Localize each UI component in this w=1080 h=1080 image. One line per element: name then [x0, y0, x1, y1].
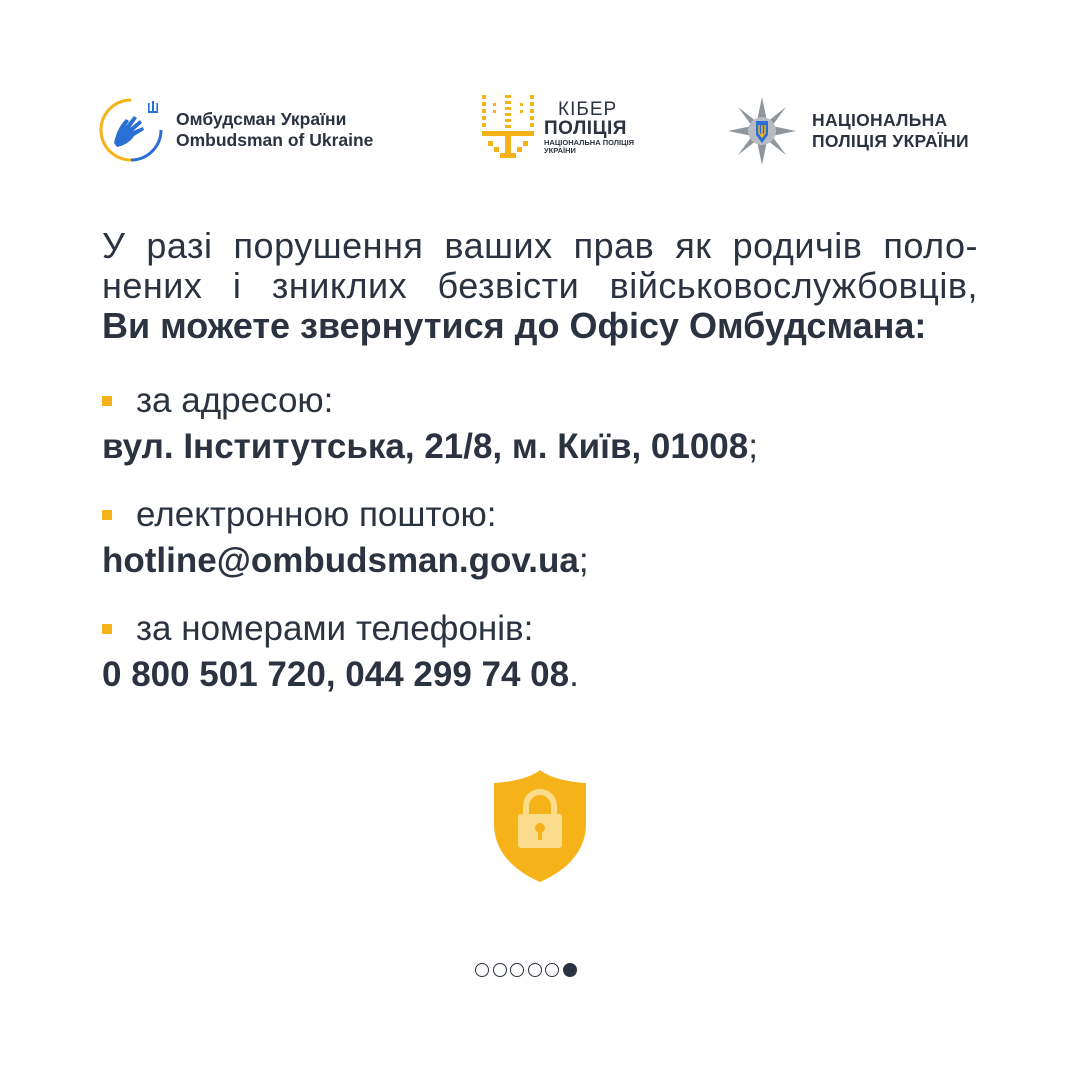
email-label: електронною поштою:	[136, 495, 497, 534]
contact-email	[102, 496, 589, 581]
police-star-icon	[726, 95, 798, 167]
ombudsman-name-ua: Омбудсман України	[176, 109, 347, 130]
carousel-pagination	[475, 963, 577, 977]
contact-phone	[102, 610, 579, 695]
national-police-logo	[726, 95, 969, 167]
phone-label: за номерами телефонів:	[136, 609, 534, 648]
national-police-line2: ПОЛІЦІЯ УКРАЇНИ	[812, 131, 969, 151]
ombudsman-logo	[98, 97, 373, 163]
cyber-police-logo	[478, 93, 634, 163]
cyber-word: КІБЕР	[558, 99, 618, 121]
phone-punct: .	[569, 655, 579, 694]
intro-line-2: нених і зниклих безвісти військовослужбовців,	[102, 265, 978, 306]
phone-value[interactable]: 0 800 501 720, 044 299 74 08	[102, 655, 570, 694]
bullet-marker	[102, 396, 112, 406]
pagination-dot[interactable]	[528, 963, 542, 977]
trident-icon	[478, 93, 538, 163]
intro-line-3: Ви можете звернутися до Офісу Омбудсмана:	[102, 305, 927, 346]
police-word: ПОЛІЦІЯ	[544, 118, 627, 140]
bullet-marker	[102, 624, 112, 634]
ombudsman-name-en: Ombudsman of Ukraine	[176, 130, 374, 150]
pagination-dot[interactable]	[475, 963, 489, 977]
email-punct: ;	[578, 541, 589, 580]
shield-lock-icon	[490, 768, 590, 884]
pagination-dot[interactable]	[545, 963, 559, 977]
cyber-subtitle-1: НАЦІОНАЛЬНА ПОЛІЦІЯ	[544, 138, 635, 148]
hand-trident-icon	[98, 97, 164, 163]
intro-paragraph	[102, 226, 978, 346]
pagination-dot[interactable]	[563, 963, 577, 977]
email-value[interactable]: hotline@ombudsman.gov.ua	[102, 541, 579, 580]
intro-line-1: У разі порушення ваших прав як родичів поло-	[102, 225, 978, 266]
contact-address	[102, 382, 758, 467]
address-value: вул. Інститутська, 21/8, м. Київ, 01008	[102, 427, 749, 466]
bullet-marker	[102, 510, 112, 520]
cyber-subtitle-2: УКРАЇНИ	[544, 146, 576, 156]
national-police-line1: НАЦІОНАЛЬНА	[812, 110, 948, 131]
pagination-dot[interactable]	[510, 963, 524, 977]
address-label: за адресою:	[136, 381, 334, 420]
pagination-dot[interactable]	[493, 963, 507, 977]
address-punct: ;	[748, 427, 758, 466]
